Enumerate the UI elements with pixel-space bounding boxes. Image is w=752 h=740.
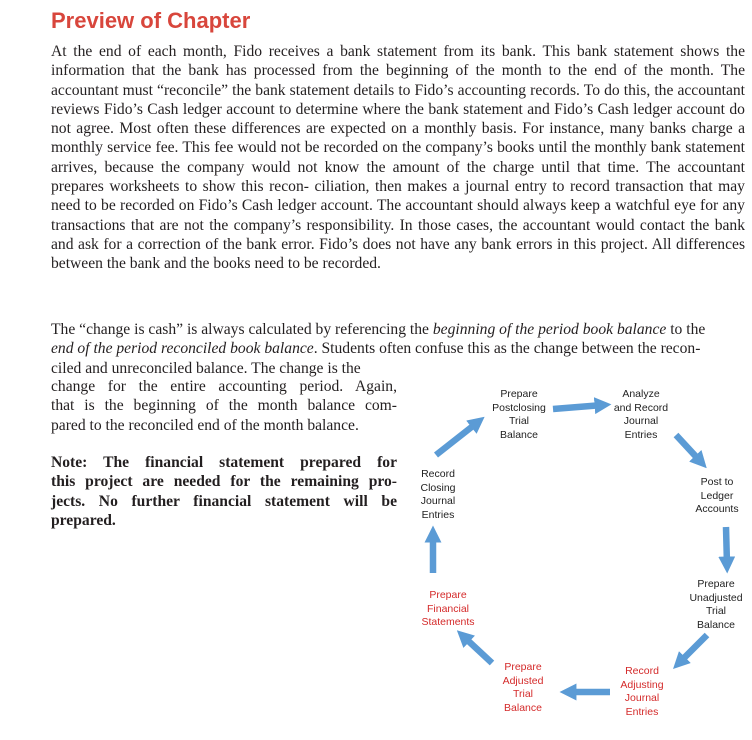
emphasis-beginning-balance: beginning of the period book balance: [432, 321, 667, 338]
cycle-step-label-line: Balance: [504, 701, 542, 714]
paragraph-line: not the company’s responsibility. In those cases, the accountant would contact the bank and ask for: [51, 216, 746, 253]
chapter-preview-heading: Preview of Chapter: [51, 8, 251, 33]
cycle-step-record-closing-journal-entries: [408, 468, 468, 522]
cycle-step-label-line: Entries: [624, 428, 658, 441]
cycle-step-label-line: Record: [421, 468, 455, 480]
cycle-step-label-line: Prepare: [429, 589, 467, 601]
cycle-step-label-line: Prepare: [500, 388, 538, 400]
change-in-cash-paragraph-continued: [51, 377, 397, 435]
cycle-step-label-line: Accounts: [695, 503, 739, 516]
paragraph-line: and Fido’s Cash ledger account do not agree. Most often these differences are expected on a monthly: [51, 100, 745, 138]
paragraph-line: between the bank and the books need to be recorded.: [51, 255, 381, 273]
arrow-analyze-to-post: [676, 435, 701, 462]
cycle-arrows: [400, 380, 752, 740]
paragraph-line: a correction of the bank error. Fido’s does not have any bank errors in this project. All differences: [126, 235, 746, 253]
cycle-step-analyze-and-record-journal-entries: [604, 388, 678, 442]
cycle-arrow-group: [433, 405, 727, 692]
paragraph-line: The “change is cash” is always calculated by referencing the beginning of the period book balance to the: [51, 321, 706, 338]
cycle-step-label-line: Balance: [697, 618, 735, 631]
cycle-step-label-line: Record: [625, 665, 659, 677]
cycle-step-prepare-adjusted-trial-balance: [488, 661, 558, 715]
note-line: jects. No further financial statement will be: [51, 492, 397, 510]
cycle-step-label-line: Analyze: [622, 388, 660, 400]
cycle-step-post-to-ledger-accounts: [684, 476, 750, 517]
paragraph-line: month. The accountant must “reconcile” the bank statement details to Fido’s accounting records. To: [51, 62, 745, 99]
cycle-step-prepare-postclosing-trial-balance: [483, 388, 555, 442]
paragraph-line: pared to the reconciled end of the month balance.: [51, 416, 359, 434]
paragraph-line: ciled and unreconciled balance. The change is the: [51, 359, 361, 377]
paragraph-line: that is the beginning of the month balance com-: [51, 397, 397, 415]
cycle-step-record-adjusting-journal-entries: [607, 665, 677, 719]
cycle-step-label-line: Balance: [500, 428, 538, 441]
paragraph-line: company’s books until the monthly bank statement arrives, because the company would not know: [51, 139, 745, 176]
arrow-unadjusted-to-adjusting: [679, 635, 707, 663]
accounting-cycle-diagram: [400, 380, 752, 740]
cycle-step-label-line: and Record: [613, 401, 669, 414]
paragraph-line: basis. For instance, many banks charge a monthly service fee. This fee would not be recorded on the: [51, 120, 746, 157]
paragraph-line: the information that the bank has processed from the beginning of the month to the end of the: [51, 43, 745, 80]
arrow-adjusted-to-financial: [463, 636, 492, 663]
cycle-step-prepare-unadjusted-trial-balance: [681, 578, 751, 632]
change-in-cash-paragraph: [51, 320, 745, 378]
arrow-closing-to-postclosing: [436, 422, 478, 455]
cycle-step-prepare-financial-statements: [410, 589, 486, 630]
cycle-step-label-line: Prepare: [504, 661, 542, 673]
cycle-step-label-line: Journal: [623, 415, 659, 428]
cycle-step-label-line: Closing: [420, 481, 456, 494]
paragraph-line: ciliation, then makes a journal entry to record transaction that may need to be recorded on Fido’s: [51, 178, 745, 215]
cycle-step-label-line: Financial: [426, 602, 470, 615]
cycle-step-label-line: Trial: [508, 415, 530, 428]
cycle-step-label-line: Postclosing: [492, 401, 546, 414]
paragraph-line: end of the period reconciled book balance. Students often confuse this as the change between the recon-: [51, 340, 701, 358]
note-line: prepared.: [51, 511, 116, 529]
cycle-step-label-line: Unadjusted: [689, 591, 743, 604]
paragraph-line: change for the entire accounting period. Again,: [51, 378, 397, 395]
cycle-step-label-line: Journal: [420, 495, 456, 508]
note-line: this project are needed for the remaining pro-: [51, 473, 397, 491]
note-paragraph: [51, 453, 397, 530]
paragraph-line: Cash ledger account. The accountant should always keep a watchful eye for any transactions that are: [51, 197, 745, 234]
intro-paragraph: [51, 42, 745, 274]
cycle-step-label-line: Adjusted: [502, 674, 544, 687]
cycle-step-label-line: Adjusting: [620, 678, 664, 691]
cycle-step-label-line: Statements: [421, 616, 475, 629]
cycle-step-label-line: Entries: [625, 705, 659, 718]
cycle-step-label-line: Ledger: [700, 489, 734, 502]
emphasis-reconciled-balance: end of the period reconciled book balance: [51, 340, 314, 358]
arrow-postclosing-to-analyze: [553, 405, 603, 409]
cycle-step-label-line: Trial: [512, 688, 534, 701]
paragraph-line: do this, the accountant reviews Fido’s Cash ledger account to determine where the bank statement: [51, 81, 746, 118]
paragraph-line: At the end of each month, Fido receives a bank statement from its bank. This bank statement shows: [51, 43, 720, 60]
cycle-step-label-line: Entries: [421, 508, 455, 521]
cycle-step-label-line: Journal: [624, 692, 660, 705]
cycle-step-label-line: Trial: [705, 605, 727, 618]
cycle-step-label-line: Prepare: [697, 578, 735, 590]
cycle-step-label-line: Post to: [700, 476, 734, 488]
paragraph-line: the amount of the charge until that time. The accountant prepares worksheets to show this recon-: [51, 158, 745, 196]
arrow-post-to-unadjusted: [726, 527, 727, 565]
note-line: Note: The financial statement prepared for: [51, 454, 397, 471]
